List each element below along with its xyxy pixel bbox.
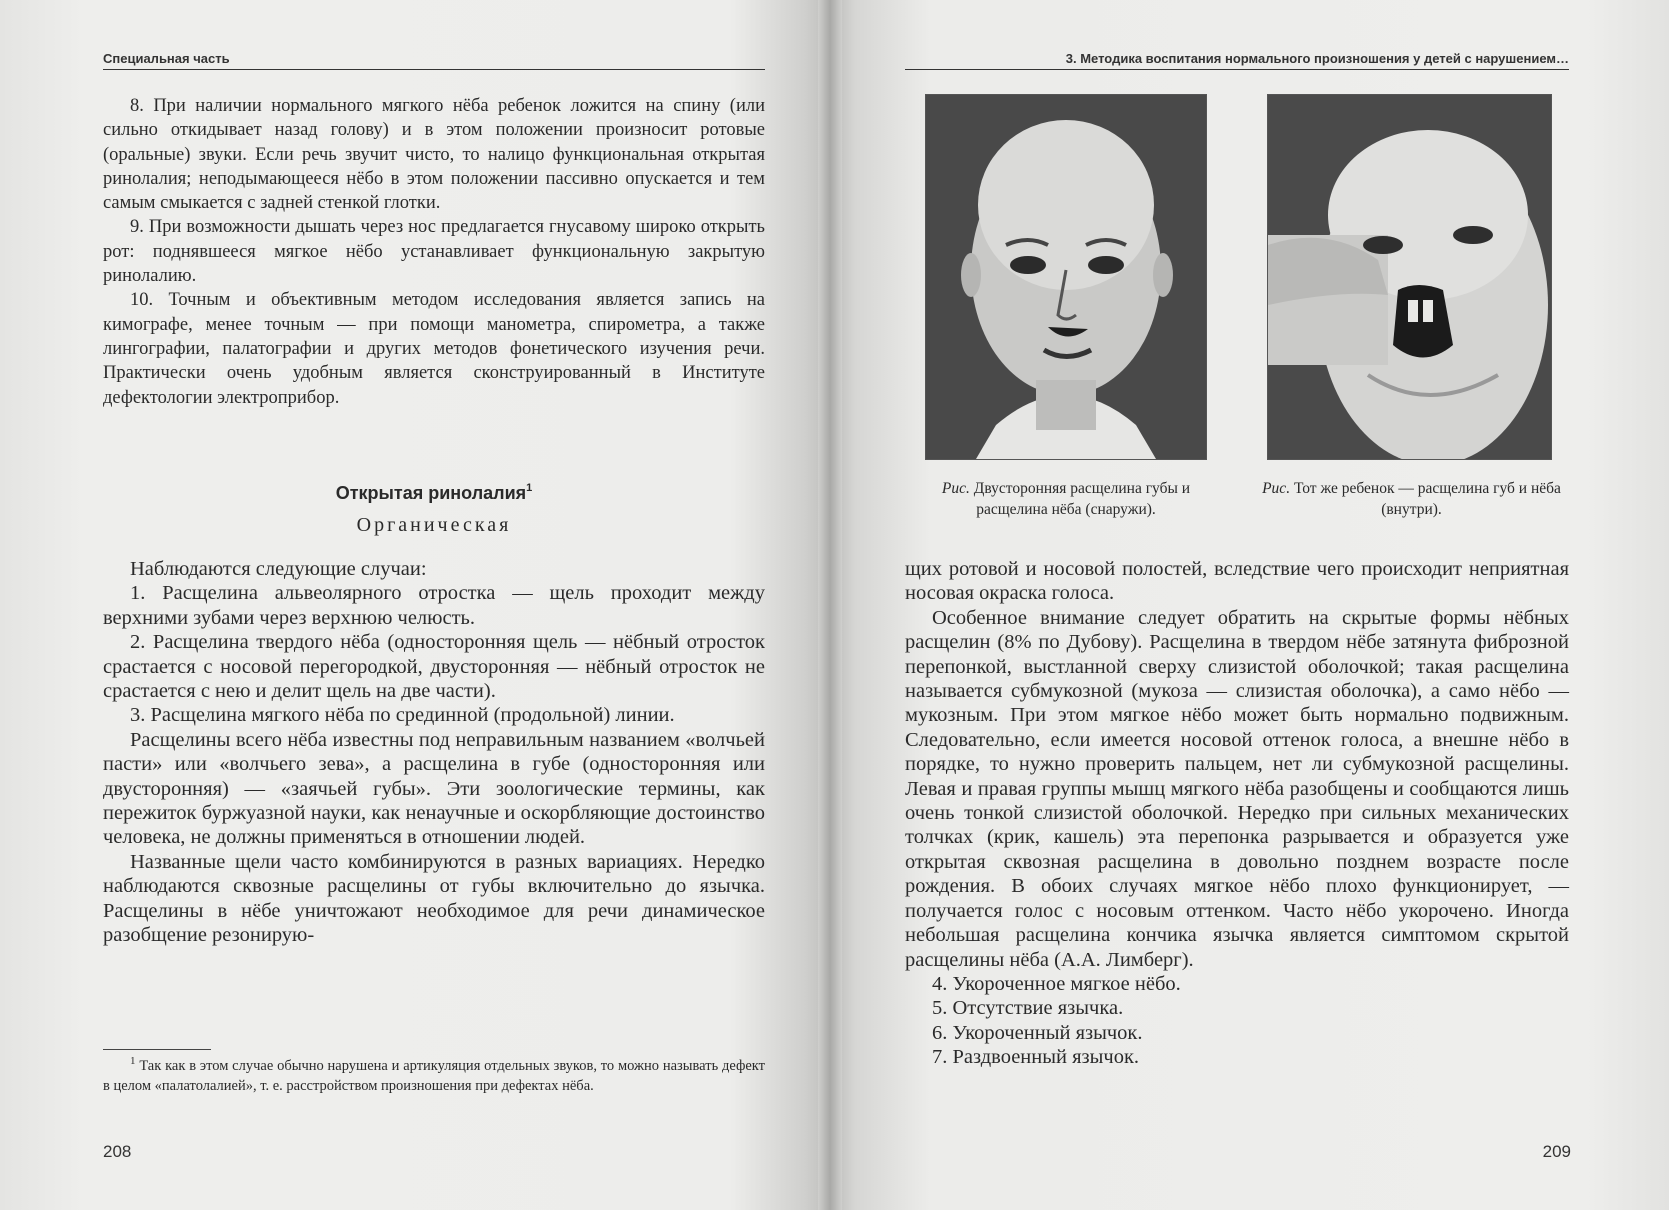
paragraph: Наблюдаются следующие случаи: (130, 558, 427, 580)
right-page (830, 0, 1669, 1210)
paragraph: 7. Раздвоенный язычок. (932, 1046, 1140, 1069)
book-gutter (818, 0, 842, 1210)
paragraph: 10. Точным и объективным методом исследования является запись на кимографе, менее точным — при помощи манометра, спирометра, а также лингографии, палатографии и других методов фонетического изучения речи. Практически очень удобным является сконструированный в Институте дефектологии электроприбор. (103, 290, 765, 408)
footnote-rule (103, 1049, 211, 1050)
left-text-bottom (103, 557, 765, 948)
footnote-mark: 1 (526, 482, 533, 494)
caption-text: Двусторонняя расщелина губы и расщелина нёба (снаружи). (973, 480, 1191, 518)
subsection-title: Органическая (356, 514, 512, 536)
running-head-left: Специальная часть (103, 51, 765, 70)
paragraph: 5. Отсутствие язычка. (932, 997, 1124, 1020)
caption-text: Тот же ребенок — расщелина губ и нёба (внутри). (1293, 480, 1561, 518)
right-text (905, 557, 1569, 1070)
paragraph: 8. При наличии нормального мягкого нёба ребенок ложится на спину (или сильно откидывает назад голову) и в этом положении произносит ротовые (оральные) звуки. Если речь звучит чисто, то налицо функциональная открытая ринолалия; неподымающееся нёбо в этом положении пассивно опускается и тем самым смыкается с задней стенкой глотки. (103, 96, 765, 214)
figure-photo-child-mouth (1267, 94, 1552, 460)
paragraph: 9. При возможности дышать через нос предлагается гнусавому широко открыть рот: поднявшееся мягкое нёбо устанавливает функциональную закрытую ринолалию. (103, 217, 765, 287)
left-text-top (103, 94, 765, 410)
caption-label: Рис. (1262, 480, 1291, 497)
paragraph: 3. Расщелина мягкого нёба по срединной (продольной) линии. (130, 704, 675, 727)
footnote-text: Так как в этом случае обычно нарушена и артикуляция отдельных звуков, то можно называть дефект в целом «палатолалией», т. е. расстройством произношения при дефектах нёба. (103, 1058, 765, 1094)
footnote (103, 1056, 765, 1096)
left-page (0, 0, 830, 1210)
caption-label: Рис. (941, 480, 970, 497)
running-head-right: 3. Методика воспитания нормального произношения у детей с нарушением… (905, 51, 1569, 70)
page-number-left: 208 (103, 1142, 132, 1161)
section-title (103, 483, 765, 504)
paragraph: 4. Укороченное мягкое нёбо. (932, 972, 1181, 995)
figure-caption-1 (905, 478, 1227, 520)
paragraph: 2. Расщелина твердого нёба (односторонняя щель — нёбный отросток срастается с носовой перегородкой, двусторонняя — нёбный отросток не срастается с нею и делит щель на две части). (103, 631, 765, 703)
footnote-number: 1 (130, 1055, 136, 1067)
figure-photo-child-face (925, 94, 1207, 460)
paragraph: Расщелины всего нёба известны под неправильным названием «волчьей пасти» или «волчьего зева», а расщелина в губе (односторонняя или двусторонняя) — «заячьей губы». Эти зоологические термины, как пережиток буржуазной науки, как ненаучные и оскорбляющие достоинство человека, не должны применяться в отношении людей. (103, 728, 765, 849)
page-number-right: 209 (1542, 1142, 1571, 1161)
paragraph: 6. Укороченный язычок. (932, 1021, 1143, 1044)
paragraph: 1. Расщелина альвеолярного отростка — щель проходит между верхними зубами через верхнюю челюсть. (103, 582, 765, 629)
paragraph: Особенное внимание следует обратить на скрытые формы нёбных расщелин (8% по Дубову). Расщелина в твердом нёбе затянута фиброзной перепонкой, выстланной сверху слизистой оболочкой; такая расщелина называется субмукозной (мукоза — слизистая оболочка), а само нёбо — мукозным. При этом мягкое нёбо может быть нормально подвижным. Следовательно, если имеется носовой оттенок голоса, а внешне нёбо в порядке, то нужно проверить пальцем, нет ли субмукозной расщелины. Левая и правая группы мышц мягкого нёба разобщены и сообщаются лишь очень тонкой слизистой оболочкой. Нередко при сильных механических толчках (крик, кашель) эта перепонка разрывается и образуется уже открытая сквозная расщелина в довольно позднем возрасте после рождения. В обоих случаях мягкое нёбо плохо функционирует, — получается голос с носовым оттенком. Часто нёбо укорочено. Иногда небольшая расщелина кончика язычка является симптомом скрытой расщелины нёба (А.А. Лимберг). (905, 606, 1569, 971)
paragraph: щих ротовой и носовой полостей, вследствие чего происходит неприятная носовая окраска голоса. (905, 558, 1569, 605)
figure-caption-2 (1254, 478, 1569, 520)
paragraph: Названные щели часто комбинируются в разных вариациях. Нередко наблюдаются сквозные расщелины от губы включительно до язычка. Расщелины в нёбе уничтожают необходимое для речи динамическое разобщение резонирую- (103, 850, 765, 947)
section-title-text: Открытая ринолалия (335, 483, 527, 503)
